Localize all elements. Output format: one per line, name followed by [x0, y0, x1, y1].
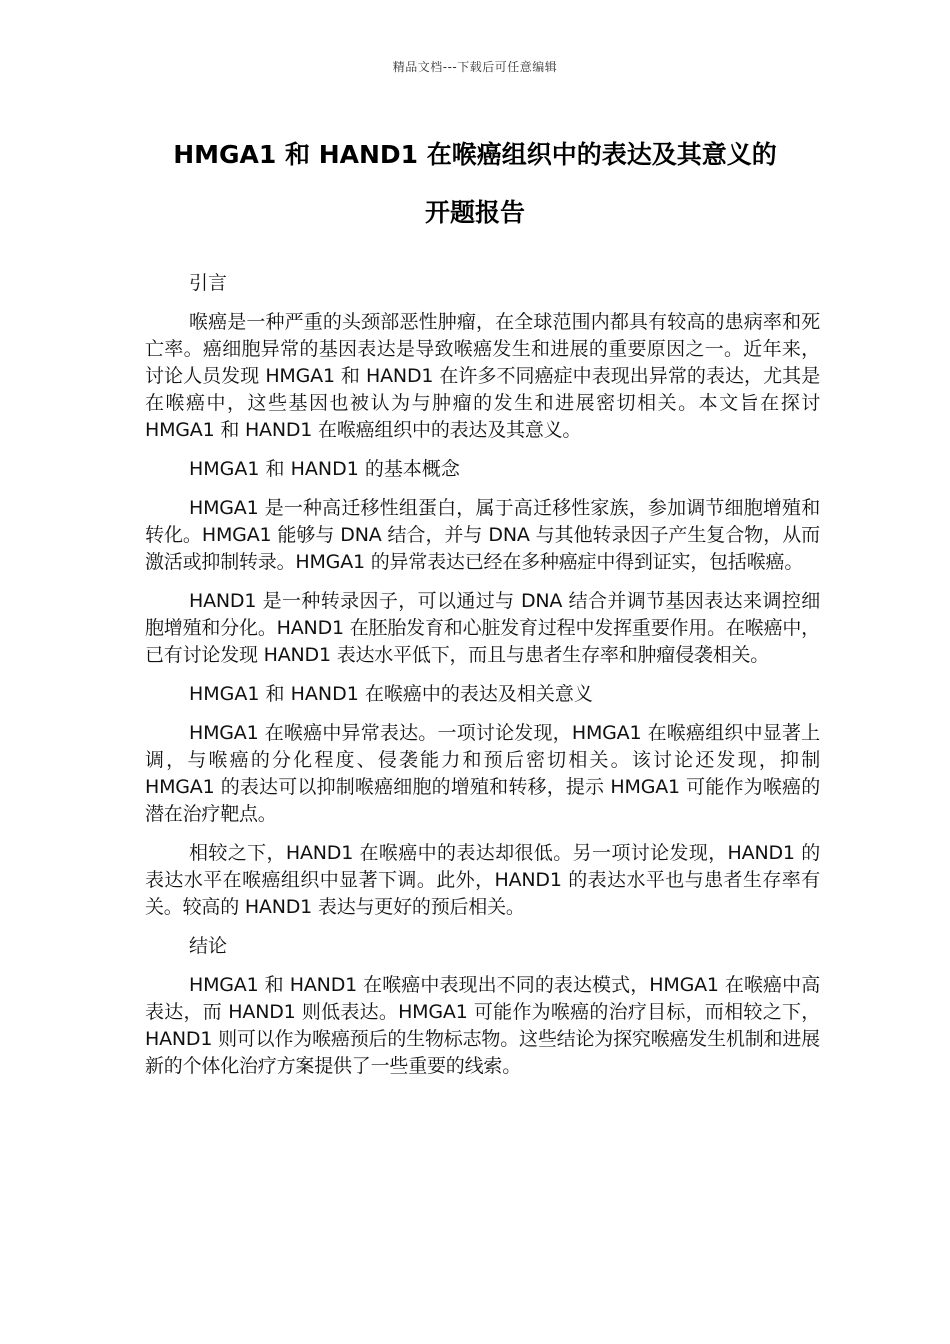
paragraph-intro: 喉癌是一种严重的头颈部恶性肿瘤，在全球范围内都具有较高的患病率和死亡率。癌细胞异常的基因表达是导致喉癌发生和进展的重要原因之一。近年来，讨论人员发现 HMGA1 和 HAND1 在许多不同癌症中表现出异常的表达，尤其是在喉癌中，这些基因也被认为与肿瘤的发生和进展密切相关。本文旨在探讨 HMGA1 和 HAND1 在喉癌组织中的表达及其意义。: [145, 311, 820, 441]
section-heading-concepts: HMGA1 和 HAND1 的基本概念: [189, 458, 460, 480]
section-heading-intro: 引言: [189, 272, 228, 294]
document-title-line-1: HMGA1 和 HAND1 在喉癌组织中的表达及其意义的: [173, 140, 777, 169]
paragraph-hmga1-expression: HMGA1 在喉癌中异常表达。一项讨论发现，HMGA1 在喉癌组织中显著上调，与喉癌的分化程度、侵袭能力和预后密切相关。该讨论还发现，抑制 HMGA1 的表达可以抑制喉癌细胞的增殖和转移，提示 HMGA1 可能作为喉癌的潜在治疗靶点。: [145, 722, 820, 825]
paragraph-conclusion: HMGA1 和 HAND1 在喉癌中表现出不同的表达模式，HMGA1 在喉癌中高表达，而 HAND1 则低表达。HMGA1 可能作为喉癌的治疗目标，而相较之下，HAND1 则可以作为喉癌预后的生物标志物。这些结论为探究喉癌发生机制和进展新的个体化治疗方案提供了一些重要的线索。: [145, 974, 820, 1077]
section-heading-expression: HMGA1 和 HAND1 在喉癌中的表达及相关意义: [189, 683, 593, 705]
paragraph-hmga1-concept: HMGA1 是一种高迁移性组蛋白，属于高迁移性家族，参加调节细胞增殖和转化。HMGA1 能够与 DNA 结合，并与 DNA 与其他转录因子产生复合物，从而激活或抑制转录。HMGA1 的异常表达已经在多种癌症中得到证实，包括喉癌。: [145, 497, 820, 573]
paragraph-hand1-concept: HAND1 是一种转录因子，可以通过与 DNA 结合并调节基因表达来调控细胞增殖和分化。HAND1 在胚胎发育和心脏发育过程中发挥重要作用。在喉癌中，已有讨论发现 HAND1 表达水平低下，而且与患者生存率和肿瘤侵袭相关。: [145, 590, 820, 666]
document-title-line-2: 开题报告: [424, 198, 525, 227]
document-body: [145, 270, 820, 1092]
header-watermark: 精品文档---下载后可任意编辑: [392, 60, 558, 74]
section-heading-conclusion: 结论: [189, 935, 228, 957]
paragraph-hand1-expression: 相较之下，HAND1 在喉癌中的表达却很低。另一项讨论发现，HAND1 的表达水平在喉癌组织中显著下调。此外，HAND1 的表达水平也与患者生存率有关。较高的 HAND1 表达与更好的预后相关。: [145, 842, 820, 918]
